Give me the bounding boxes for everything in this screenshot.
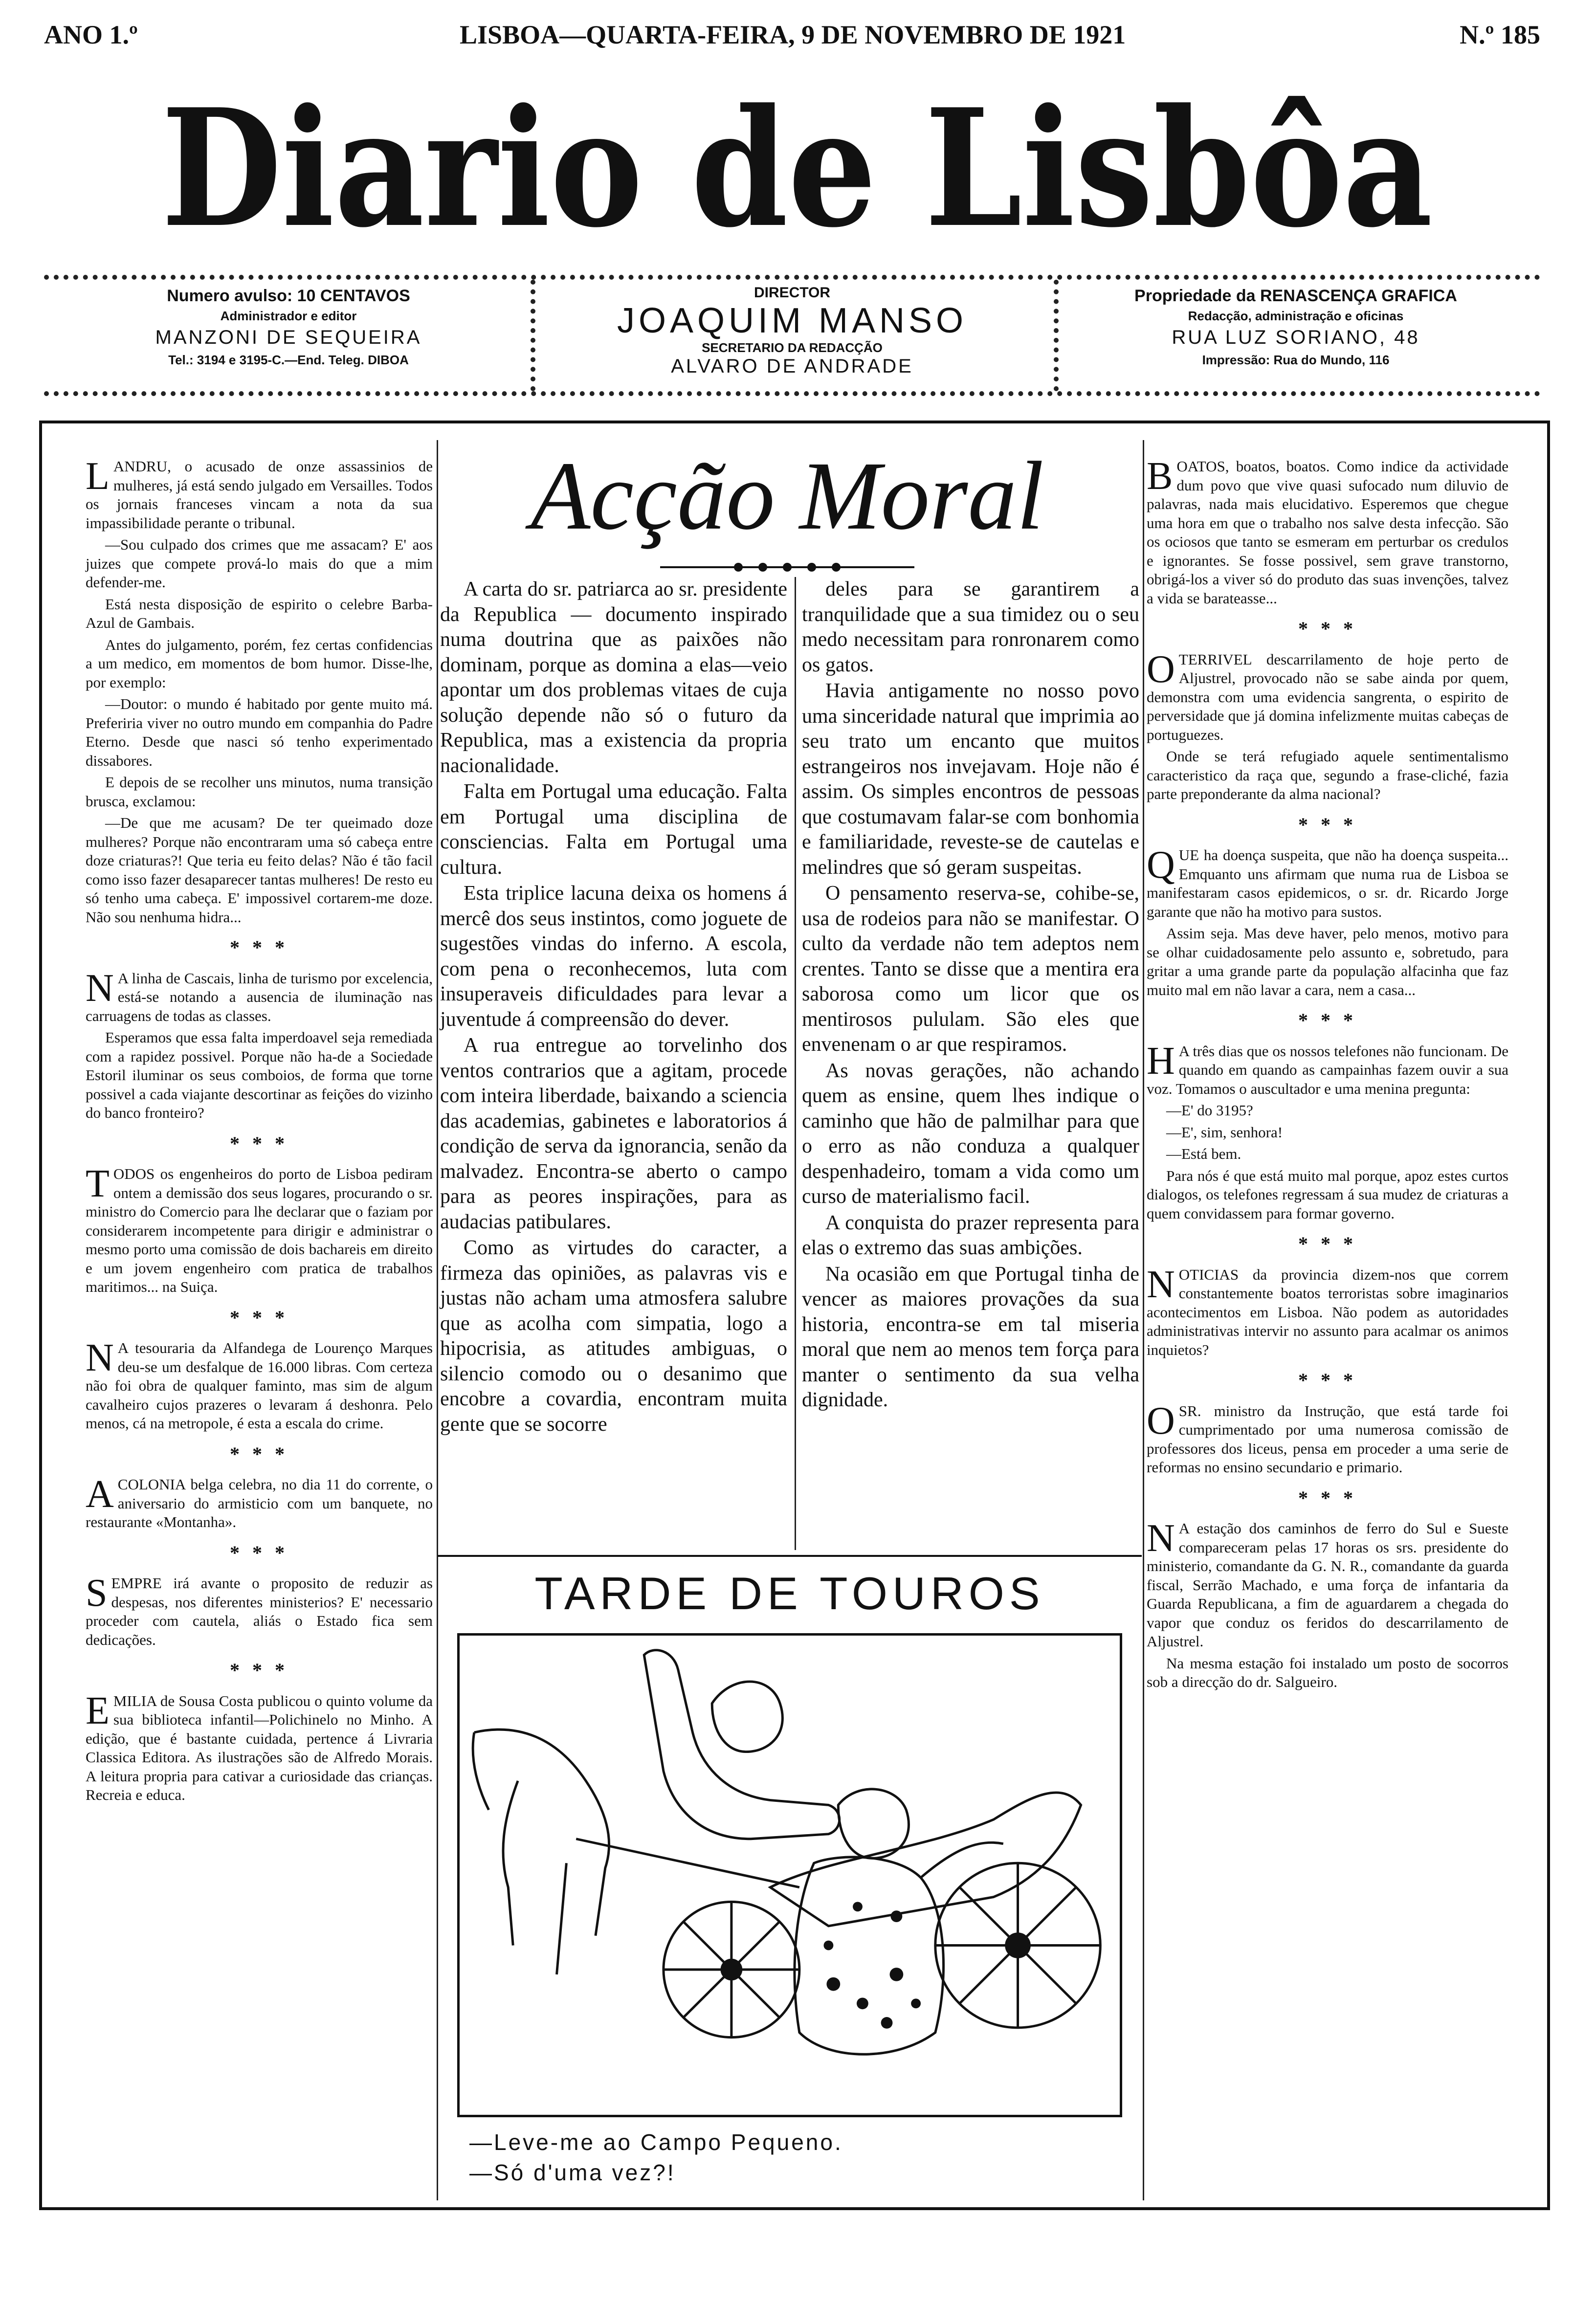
news-paragraph xyxy=(86,457,433,532)
section-separator: * * * xyxy=(1298,1369,1357,1391)
section-separator: * * * xyxy=(1298,1009,1357,1031)
section-separator: * * * xyxy=(230,1541,288,1564)
editorial-paragraph: deles para se garantirem a tranquilidade que a sua timidez ou o seu medo necessitam para ronronarem como os gatos. xyxy=(802,578,1139,676)
issue-number: N.º 185 xyxy=(1460,20,1540,49)
news-paragraph xyxy=(1147,1145,1508,1164)
editorial-title: Acção Moral xyxy=(531,442,1044,550)
dateline: LISBOA—QUARTA-FEIRA, 9 DE NOVEMBRO DE 1921 xyxy=(460,20,1126,49)
news-paragraph xyxy=(86,1574,433,1649)
paragraph-text: A três dias que os nossos telefones não funcionam. De quando em quando as campainhas fazem ouvir a sua voz. Tomamos o auscultador e uma menina pregunta: xyxy=(1147,1042,1508,1097)
drop-cap: N xyxy=(1147,1263,1175,1306)
paragraph-text: EMPRE irá avante o proposito de reduzir as despesas, nos diferentes ministerios? E' necessario proceder com cautela, aliás o Estado fica sem dedicações. xyxy=(86,1574,433,1648)
paragraph-text: OATOS, boatos, boatos. Como indice da actividade dum povo que vive quasi sufocado num diluvio de palavras, nada mais elucidativo. Esperemos que chegue uma hora em que o trabalho nos salve desta infecção. São os ociosos que tanto se esmeram em perturbar os credulos e ignorantes. Se fosse possivel, sem grave transtorno, obrigá-los a viver só do produto das suas invenções, talvez a vida se barateasse... xyxy=(1147,458,1508,607)
column-rule xyxy=(795,577,796,1550)
paragraph-text: Na mesma estação foi instalado um posto de socorros sob a direcção do dr. Salgueiro. xyxy=(1147,1654,1508,1690)
news-paragraph xyxy=(86,695,433,770)
masthead xyxy=(147,59,1447,264)
news-paragraph xyxy=(1147,1265,1508,1360)
paragraph-text: Está nesta disposição de espirito o celebre Barba-Azul de Gambais. xyxy=(86,595,433,631)
drop-cap: O xyxy=(1147,1399,1175,1442)
masthead-logo xyxy=(147,59,1447,264)
paragraph-text: Esperamos que essa falta imperdoavel seja remediada com a rapidez possivel. Porque não ha-de a Sociedade Estoril iluminar os seus comboios, de forma que torne possivel a cada viajante descortinar as feições do vizinho do banco fronteiro? xyxy=(86,1029,433,1121)
editorial-paragraph: Havia antigamente no nosso povo uma sinceridade natural que imprimia ao seu trato um encanto que muitos estrangeiros nos invejavam. Hoje não é assim. Os simples encontros de pessoas que costumavam falar-se com bonhomia e familiaridade, reveste-se de cautelas e melindres que só geram suspeitas. xyxy=(802,680,1139,879)
editorial-paragraph: Na ocasião em que Portugal tinha de vencer as maiores provações da sua historia, encontra-se em tal miseria moral que nem ao menos tem força para manter o sentimento da sua velha dignidade. xyxy=(802,1263,1139,1411)
paragraph-text: OTICIAS da provincia dizem-nos que correm constantemente boatos terroristas sobre imaginarios acontecimentos em Lisboa. Não podem as autoridades administrativas intervir no assunto para acalmar os animos inquietos? xyxy=(1147,1265,1508,1358)
paragraph-text: E depois de se recolher uns minutos, numa transição brusca, exclamou: xyxy=(86,774,433,810)
news-paragraph xyxy=(1147,747,1508,804)
cartoon-title: TARDE DE TOUROS xyxy=(534,1568,1045,1619)
news-paragraph xyxy=(86,814,433,927)
drop-cap: Q xyxy=(1147,843,1175,887)
price-label: Numero avulso: 10 CENTAVOS xyxy=(167,287,410,305)
phones-label: Tel.: 3194 e 3195-C.—End. Teleg. DIBOA xyxy=(168,353,409,367)
admin-name: MANZONI DE SEQUEIRA xyxy=(155,327,422,348)
drop-cap: B xyxy=(1147,455,1173,498)
info-separator xyxy=(1054,280,1059,391)
news-paragraph xyxy=(1147,1519,1508,1651)
director-label: DIRECTOR xyxy=(754,285,831,301)
editorial-paragraph: O pensamento reserva-se, cohibe-se, usa de rodeios para não se manifestar. O culto da verdade não tem adeptos nem crentes. Tanto se disse que a mentira era saborosa como um licor que os mentirosos pululam. São eles que envenenam o ar que respiramos. xyxy=(802,882,1139,1056)
news-paragraph xyxy=(86,1689,433,1805)
editorial-paragraph: Como as virtudes do caracter, a firmeza das opiniões, as palavras vis e justas não acham uma atmosfera salubre que as acolha com simpatia, logo a hipocrisia, as atitudes ambiguas, o silencio comodo ou o desanimo que encobre a covardia, encontram muita gente que se socorre xyxy=(440,1237,787,1436)
drop-cap: N xyxy=(86,1336,114,1379)
section-separator: * * * xyxy=(230,1659,288,1681)
news-paragraph xyxy=(86,1475,433,1532)
info-right xyxy=(1061,285,1530,392)
news-paragraph xyxy=(86,595,433,633)
top-line xyxy=(44,20,1540,59)
admin-label: Administrador e editor xyxy=(220,309,357,323)
news-paragraph xyxy=(1147,1123,1508,1142)
drop-cap: L xyxy=(86,455,110,498)
section-separator: * * * xyxy=(230,936,288,958)
news-paragraph xyxy=(86,1336,433,1433)
editorial-paragraph: A carta do sr. patriarca ao sr. presidente da Republica — documento inspirado numa doutrina que as paixões não dominam, porque as domina a elas—veio apontar um dos problemas vitaes de cuja solução depende não só o futuro da Republica, mas a existencia da propria nacionalidade. xyxy=(440,578,787,777)
section-separator: * * * xyxy=(1298,1486,1357,1509)
drop-cap: S xyxy=(86,1572,108,1615)
paragraph-text: COLONIA belga celebra, no dia 11 do corrente, o aniversario do armisticio com um banquete, no restaurante «Montanha». xyxy=(86,1476,433,1530)
drop-cap: E xyxy=(86,1689,110,1732)
news-paragraph xyxy=(1147,843,1508,921)
drop-cap: T xyxy=(86,1162,110,1205)
column-rule xyxy=(1143,440,1144,2200)
news-paragraph xyxy=(1147,924,1508,999)
cartoon-illustration xyxy=(457,1633,1122,2117)
paragraph-text: —Sou culpado dos crimes que me assacam? E' aos juizes que compete prová-lo mais do que a mim defender-me. xyxy=(86,536,433,591)
paragraph-text: A tesouraria da Alfandega de Lourenço Marques deu-se um desfalque de 16.000 libras. Com certeza não foi obra de qualquer faminto, mas sim de algum cavalheiro cujos prazeres o levaram á deshonra. Pelo menos, cá na metropole, é esta a escala do crime. xyxy=(86,1339,433,1432)
paragraph-text: —E' do 3195? xyxy=(1166,1102,1253,1119)
editorial-column-a xyxy=(440,577,787,1550)
news-paragraph xyxy=(1147,1654,1508,1692)
section-separator: * * * xyxy=(230,1442,288,1465)
news-paragraph xyxy=(86,1162,433,1297)
drop-cap: O xyxy=(1147,647,1175,691)
paragraph-text: MILIA de Sousa Costa publicou o quinto volume da sua biblioteca infantil—Polichinelo no Minho. A edição, que é bastante cuidada, pertence á Livraria Classica Editora. As ilustrações são de Alfredo Morais. A leitura propria para cativar a curiosidade das crianças. Recreia e educa. xyxy=(86,1692,433,1803)
paragraph-text: —Está bem. xyxy=(1166,1145,1241,1162)
printing-label: Impressão: Rua do Mundo, 116 xyxy=(1202,353,1390,367)
info-left xyxy=(54,285,523,392)
margin-mark: ﾠ xyxy=(9,437,28,459)
masthead-title: Diario de Lisbôa xyxy=(161,73,1433,263)
address-label: RUA LUZ SORIANO, 48 xyxy=(1172,327,1420,348)
news-paragraph xyxy=(1147,457,1508,608)
paragraph-text: Antes do julgamento, porém, fez certas confidencias a um medico, em momentos de bom humor. Disse-lhe, por exemplo: xyxy=(86,636,433,691)
paragraph-text: —Doutor: o mundo é habitado por gente muito má. Preferiria viver no outro mundo em companhia do Padre Eterno. Desde que nasci só tenho experimentado dissabores. xyxy=(86,695,433,769)
drop-cap: N xyxy=(86,966,114,1010)
paragraph-text: ODOS os engenheiros do porto de Lisboa pediram ontem a demissão dos seus logares, procurando o sr. ministro do Comercio para lhe declarar que o faziam por considerarem incompetente para dirigir e administrar o mesmo porto uma comissão de dois bachareis em direito e um jovem engenheiro com pratica de trabalhos maritimos... na Suiça. xyxy=(86,1165,433,1295)
cartoon-caption xyxy=(469,2127,1120,2188)
info-band xyxy=(44,275,1540,396)
section-separator: * * * xyxy=(1298,1233,1357,1255)
news-paragraph xyxy=(86,1028,433,1123)
editorial-column-b xyxy=(802,577,1139,1550)
news-paragraph xyxy=(1147,1399,1508,1477)
drop-cap: H xyxy=(1147,1039,1175,1083)
news-paragraph xyxy=(1147,1039,1508,1099)
section-separator: * * * xyxy=(230,1132,288,1154)
secretary-name: ALVARO DE ANDRADE xyxy=(671,355,913,377)
paragraph-text: SR. ministro da Instrução, que está tarde foi cumprimentado por uma numerosa comissão de professores dos liceus, pensa em proceder a uma serie de reformas no ensino secundario e primario. xyxy=(1147,1402,1508,1476)
news-paragraph xyxy=(86,636,433,692)
paragraph-text: ANDRU, o acusado de onze assassinios de mulheres, já está sendo julgado em Versailles. Todos os jornais franceses vincam a nota da sua impassibilidade perante o tribunal. xyxy=(86,458,433,532)
caption-line: —Só d'uma vez?! xyxy=(469,2160,676,2185)
news-paragraph xyxy=(86,773,433,811)
title-ornament xyxy=(660,560,914,575)
paragraph-text: —De que me acusam? De ter queimado doze mulheres? Porque não encontraram uma só cabeça entre doze criaturas?! Que teria eu feito delas? Não é tão facil como isso fazer desaparecer tantas mulheres! De resto eu só tenho uma cabeça. E' impossivel cortarem-me doze. Não sou nenhuma hidra... xyxy=(86,814,433,926)
editorial-paragraph: Esta triplice lacuna deixa os homens á mercê dos seus instintos, como joguete de sugestões vindas do inferno. A escola, com pena o reconhecemos, luta com insuperaveis dificuldades para levar a juventude á compreensão do dever. xyxy=(440,882,787,1031)
office-label: Redacção, administração e oficinas xyxy=(1188,309,1404,323)
editorial-paragraph: A conquista do prazer representa para elas o extremo das suas ambições. xyxy=(802,1211,1139,1259)
info-separator xyxy=(531,280,535,391)
drop-cap: N xyxy=(1147,1517,1175,1560)
owner-label: Propriedade da RENASCENÇA GRAFICA xyxy=(1134,287,1457,305)
column-right xyxy=(1147,457,1508,2159)
news-paragraph xyxy=(1147,1167,1508,1223)
news-paragraph xyxy=(1147,1101,1508,1120)
news-paragraph xyxy=(86,966,433,1026)
section-separator: * * * xyxy=(230,1306,288,1329)
news-paragraph xyxy=(86,535,433,592)
paragraph-text: Onde se terá refugiado aquele sentimentalismo caracteristico da raça que, segundo a frase-cliché, fazia parte preponderante da alma nacional? xyxy=(1147,748,1508,802)
caption-line: —Leve-me ao Campo Pequeno. xyxy=(469,2129,843,2155)
paragraph-text: TERRIVEL descarrilamento de hoje perto de Aljustrel, provocado não se sabe ainda por quem, demonstra com uma evidencia sangrenta, o espirito de perversidade que já domina infelizmente muitas cabeças de portuguezes. xyxy=(1147,650,1508,743)
editorial-paragraph: As novas gerações, não achando quem as ensine, quem lhes indique o caminho que hão de palmilhar para que o erro as não conduza a qualquer despenhadeiro, tomam a vida como um curso de materialismo facil. xyxy=(802,1059,1139,1208)
info-middle xyxy=(538,285,1046,392)
cartoon-drawing xyxy=(460,1636,1120,2115)
section-separator: * * * xyxy=(1298,618,1357,640)
paragraph-text: —E', sim, senhora! xyxy=(1166,1123,1283,1141)
paragraph-text: A linha de Cascais, linha de turismo por excelencia, está-se notando a ausencia de iluminação nas carruagens de todas as classes. xyxy=(86,969,433,1024)
paragraph-text: Para nós é que está muito mal porque, apoz estes curtos dialogos, os telefones regressam á sua mudez de criaturas a quem convidassem para formar governo. xyxy=(1147,1167,1508,1222)
year-label: ANO 1.º xyxy=(44,20,138,49)
paragraph-text: A estação dos caminhos de ferro do Sul e Sueste compareceram pelas 17 horas os srs. presidente do ministerio, comandante da G. N. R., comandante da guarda fiscal, Serrão Machado, e uma força de infantaria da Guarda Republicana, a fim de aguardarem a chegada do vapor que conduz os feridos do descarrilamento de Aljustrel. xyxy=(1147,1520,1508,1650)
editorial-paragraph: A rua entregue ao torvelinho dos ventos contrarios que a agitam, procede com inteira liberdade, baixando a sciencia das academias, gabinetes e laboratorios á condição de serva da ignorancia, senão da malvadez. Encontra-se aberto o campo para as peores inspirações, para as audacias patibulares. xyxy=(440,1034,787,1233)
news-paragraph xyxy=(1147,647,1508,745)
drop-cap: A xyxy=(86,1473,114,1516)
secretary-label: SECRETARIO DA REDACÇÃO xyxy=(702,340,883,355)
director-name: JOAQUIM MANSO xyxy=(617,301,968,340)
paragraph-text: UE ha doença suspeita, que não ha doença suspeita... Emquanto uns afirmam que numa rua de Lisboa se manifestaram casos epidemicos, o sr. dr. Ricardo Jorge garante que não ha motivo para sustos. xyxy=(1147,846,1508,920)
editorial-paragraph: Falta em Portugal uma educação. Falta em Portugal uma disciplina de consciencias. Falta em Portugal uma cultura. xyxy=(440,780,787,879)
paragraph-text: Assim seja. Mas deve haver, pelo menos, motivo para se olhar cuidadosamente pelo assunto e, sobretudo, para gritar a uma grande parte da população alfacinha que faz muito mal em não lavar a cara, nem a casa... xyxy=(1147,925,1508,998)
section-separator: * * * xyxy=(1298,813,1357,836)
column-left xyxy=(86,457,433,2159)
